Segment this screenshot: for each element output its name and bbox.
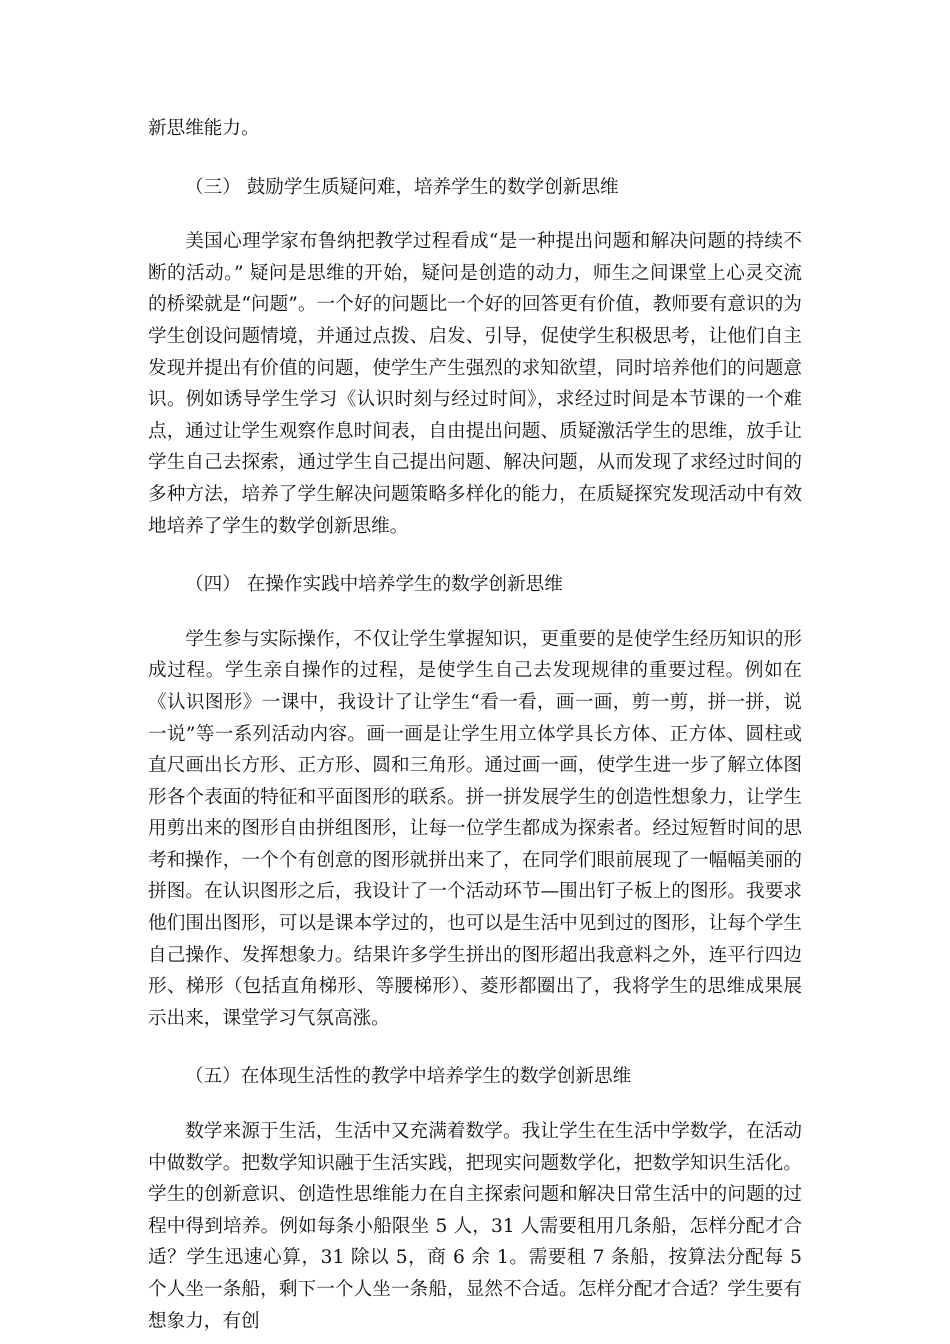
continuation-paragraph: 新思维能力。 (148, 118, 260, 139)
document-body (148, 113, 802, 1337)
section-body-5: 数学来源于生活，生活中又充满着数学。我让学生在生活中学数学，在活动中做数学。把数学知识融于生活实践，把现实问题数学化，把数学知识生活化。学生的创新意识、创造性思维能力在自主探索问题和解决日常生活中的问题的过程中得到培养。例如每条小船限坐 5 人，31 人需要租用几条船，怎样分配才合适？学生迅速心算，31 除以 5，商 6 余 1。需要租 7 条船，按算法分配每 5 个人坐一条船，剩下一个人坐一条船，显然不合适。怎样分配才合适？学生要有想象力，有创 (148, 1121, 802, 1332)
section-heading-4: （四） 在操作实践中培养学生的数学创新思维 (185, 574, 563, 596)
section-body-3: 美国心理学家布鲁纳把教学过程看成“是一种提出问题和解决问题的持续不断的活动。” 疑问是思维的开始，疑问是创造的动力，师生之间课堂上心灵交流的桥梁就是“问题”。一个好的问题比一个好的回答更有价值，教师要有意识的为学生创设问题情境，并通过点拨、启发、引导，促使学生积极思考，让他们自主发现并提出有价值的问题，使学生产生强烈的求知欲望，同时培养他们的问题意识。例如诱导学生学习《认识时刻与经过时间》，求经过时间是本节课的一个难点，通过让学生观察作息时间表，自由提出问题、质疑激活学生的思维，放手让学生自己去探索，通过学生自己提出问题、解决问题，从而发现了求经过时间的多种方法，培养了学生解决问题策略多样化的能力，在质疑探究发现活动中有效地培养了学生的数学创新思维。 (148, 231, 802, 537)
section-heading-5: （五）在体现生活性的教学中培养学生的数学创新思维 (185, 1066, 632, 1088)
section-body-4: 学生参与实际操作，不仅让学生掌握知识，更重要的是使学生经历知识的形成过程。学生亲自操作的过程，是使学生自己去发现规律的重要过程。例如在《认识图形》一课中，我设计了让学生“看一看，画一画，剪一剪，拼一拼，说一说”等一系列活动内容。画一画是让学生用立体学具长方体、正方体、圆柱或直尺画出长方形、正方形、圆和三角形。通过画一画，使学生进一步了解立体图形各个表面的特征和平面图形的联系。拼一拼发展学生的创造性想象力，让学生用剪出来的图形自由拼组图形，让每一位学生都成为探索者。经过短暂时间的思考和操作，一个个有创意的图形就拼出来了，在同学们眼前展现了一幅幅美丽的拼图。在认识图形之后，我设计了一个活动环节—围出钉子板上的图形。我要求他们围出图形，可以是课本学过的，也可以是生活中见到过的图形，让每个学生自己操作、发挥想象力。结果许多学生拼出的图形超出我意料之外，连平行四边形、梯形（包括直角梯形、等腰梯形）、菱形都圈出了，我将学生的思维成果展示出来，课堂学习气氛高涨。 (148, 628, 802, 1029)
section-heading-3: （三） 鼓励学生质疑问难，培养学生的数学创新思维 (185, 176, 619, 198)
